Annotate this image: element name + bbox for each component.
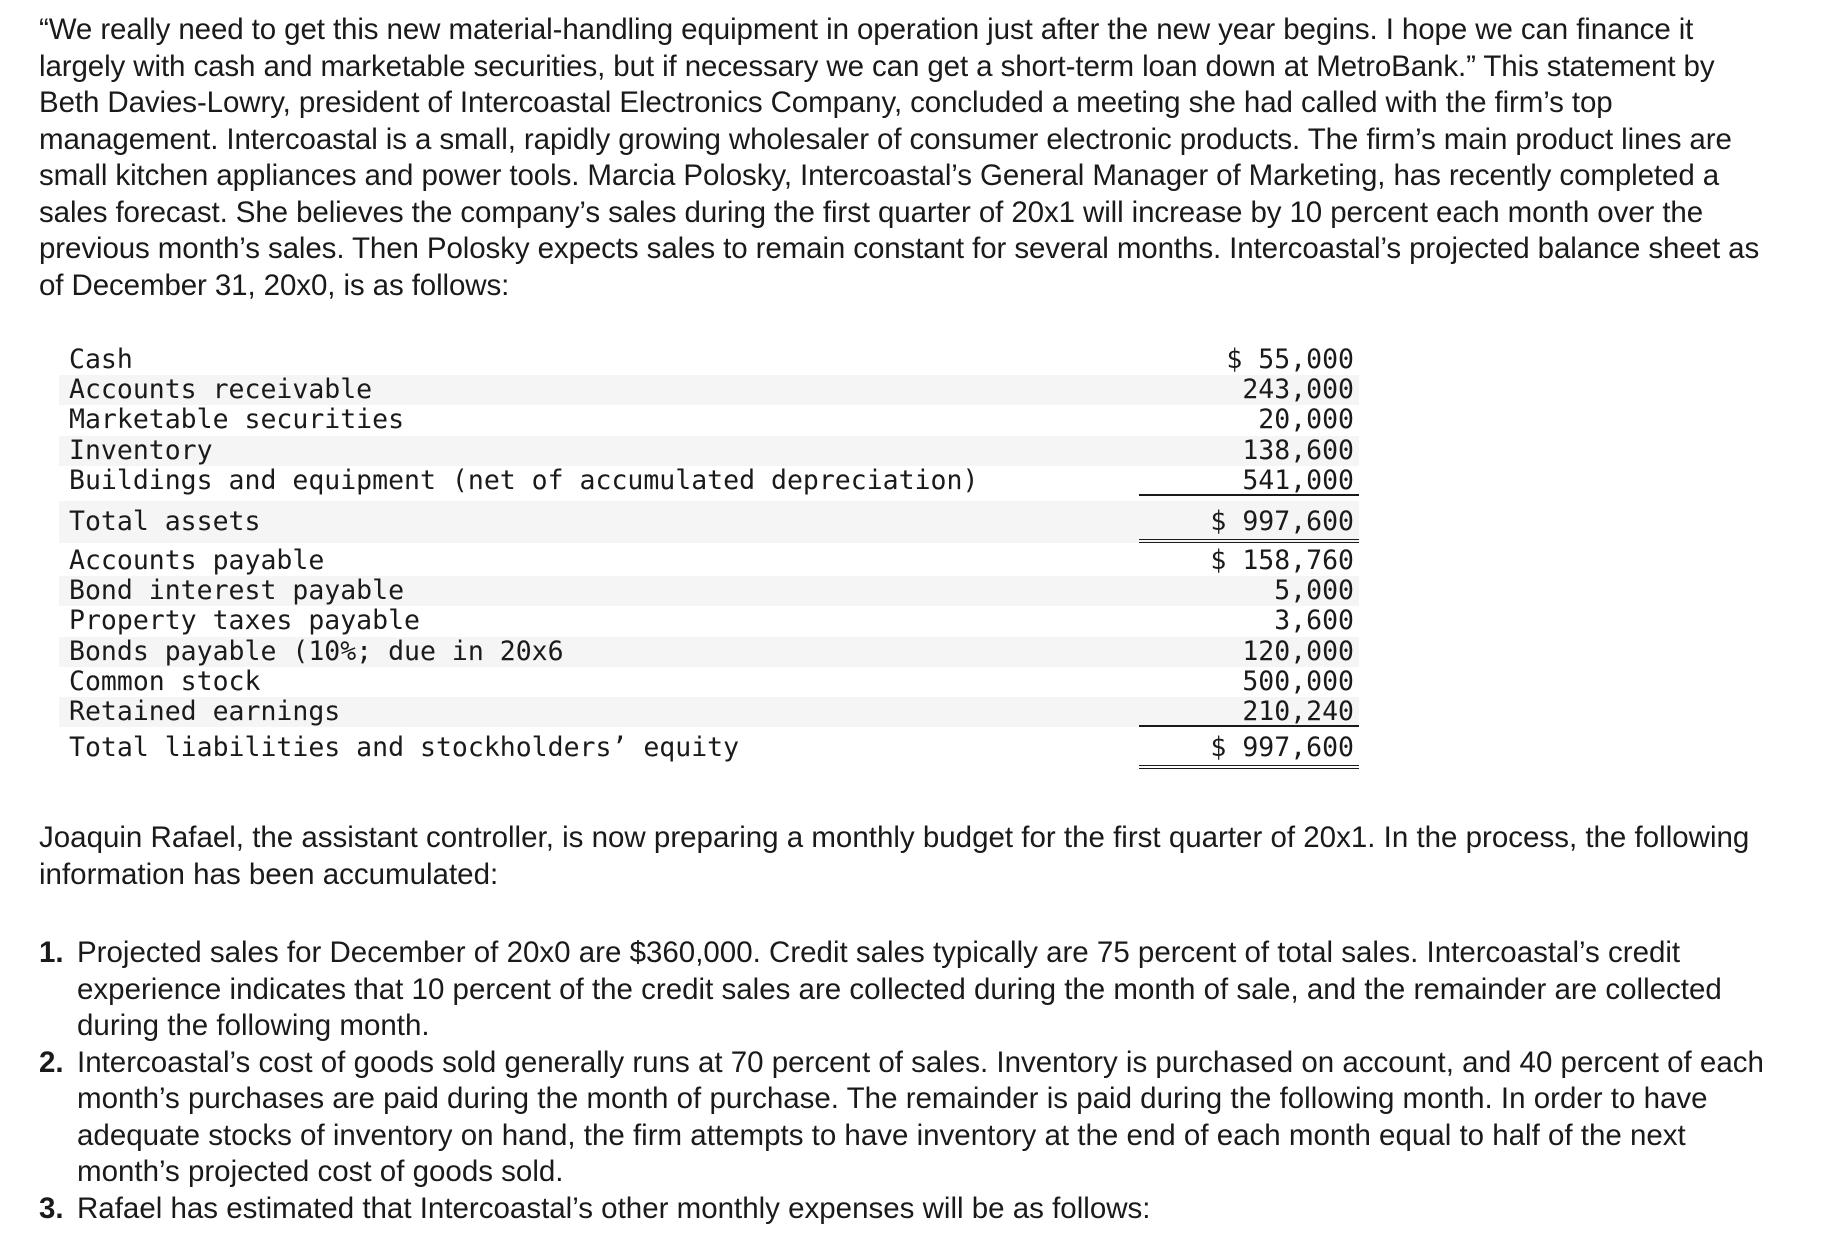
row-amount: 120,000	[1242, 635, 1354, 667]
row-amount: 541,000	[1242, 464, 1354, 496]
budget-paragraph: Joaquin Rafael, the assistant controller, is now preparing a monthly budget for the first quarter of 20x1. In the process, the following information has been accumulated:	[39, 821, 1750, 891]
row-label: Total assets	[69, 505, 261, 537]
row-label: Bond interest payable	[69, 575, 405, 607]
total-assets-row	[59, 501, 1359, 543]
row-amount: 3,600	[1274, 605, 1354, 637]
asset-row-buildings-equipment	[59, 466, 1359, 496]
row-label: Inventory	[69, 434, 213, 466]
row-amount: 500,000	[1242, 665, 1354, 697]
row-label: Total liabilities and stockholders’ equity	[69, 732, 740, 764]
row-amount: $ 997,600	[1210, 732, 1354, 764]
total-liabilities-equity-row	[59, 727, 1359, 769]
row-label: Retained earnings	[69, 695, 341, 727]
item-number: 2.	[39, 1045, 64, 1079]
equity-row-retained-earnings	[59, 697, 1359, 727]
asset-row-accounts-receivable	[59, 375, 1359, 405]
row-amount: 243,000	[1242, 374, 1354, 406]
liability-row-bonds-payable	[59, 637, 1359, 667]
balance-sheet	[59, 345, 1359, 769]
row-label: Accounts receivable	[69, 374, 373, 406]
liability-row-accounts-payable	[59, 546, 1359, 576]
row-label: Marketable securities	[69, 404, 405, 436]
row-amount: 138,600	[1242, 434, 1354, 466]
row-label: Bonds payable (10%; due in 20x6	[69, 635, 564, 667]
item-number: 1.	[39, 936, 64, 969]
equity-row-common-stock	[59, 667, 1359, 697]
item-text: Rafael has estimated that Intercoastal’s other monthly expenses will be as follows:	[77, 1191, 1151, 1225]
list-item	[39, 1191, 1779, 1228]
asset-row-cash	[59, 345, 1359, 375]
row-amount: $ 55,000	[1226, 344, 1354, 375]
asset-row-marketable-securities	[59, 405, 1359, 435]
row-label: Cash	[69, 344, 133, 375]
liability-row-bond-interest-payable	[59, 576, 1359, 606]
row-amount: 5,000	[1274, 575, 1354, 607]
intro-paragraph: “We really need to get this new material-handling equipment in operation just after the new year begins. I hope we can finance it largely with cash and marketable securities, but if necessary we can get a short-term loan down at MetroBank.” This statement by Beth Davies-Lowry, president of Intercoastal Electronics Company, concluded a meeting she had called with the firm’s top management. Intercoastal is a small, rapidly growing wholesaler of consumer electronic products. The firm’s main product lines are small kitchen appliances and power tools. Marcia Polosky, Intercoastal’s General Manager of Marketing, has recently completed a sales forecast. She believes the company’s sales during the first quarter of 20x1 will increase by 10 percent each month over the previous month’s sales. Then Polosky expects sales to remain constant for several months. Intercoastal’s projected balance sheet as of December 31, 20x0, is as follows:	[39, 13, 1760, 302]
asset-row-inventory	[59, 436, 1359, 466]
row-amount: 210,240	[1242, 695, 1354, 727]
information-list	[39, 935, 1779, 1227]
row-amount: $ 158,760	[1210, 544, 1354, 576]
item-text: Projected sales for December of 20x0 are $360,000. Credit sales typically are 75 percent of total sales. Intercoastal’s credit experience indicates that 10 percent of the credit sales are collected during the month of sale, and the remainder are collected during the following month.	[77, 936, 1722, 1042]
list-item	[39, 935, 1779, 1045]
row-label: Buildings and equipment (net of accumulated depreciation)	[69, 464, 979, 496]
row-label: Accounts payable	[69, 544, 325, 576]
list-item	[39, 1045, 1779, 1191]
row-label: Property taxes payable	[69, 605, 420, 637]
liability-row-property-taxes-payable	[59, 606, 1359, 636]
item-number: 3.	[39, 1191, 64, 1225]
row-amount: $ 997,600	[1210, 505, 1354, 537]
row-label: Common stock	[69, 665, 261, 697]
item-text: Intercoastal’s cost of goods sold generally runs at 70 percent of sales. Inventory is purchased on account, and 40 percent of each month’s purchases are paid during the month of purchase. The remainder is paid during the following month. In order to have adequate stocks of inventory on hand, the firm attempts to have inventory at the end of each month equal to half of the next month’s projected cost of goods sold.	[77, 1045, 1764, 1188]
row-amount: 20,000	[1258, 404, 1354, 436]
